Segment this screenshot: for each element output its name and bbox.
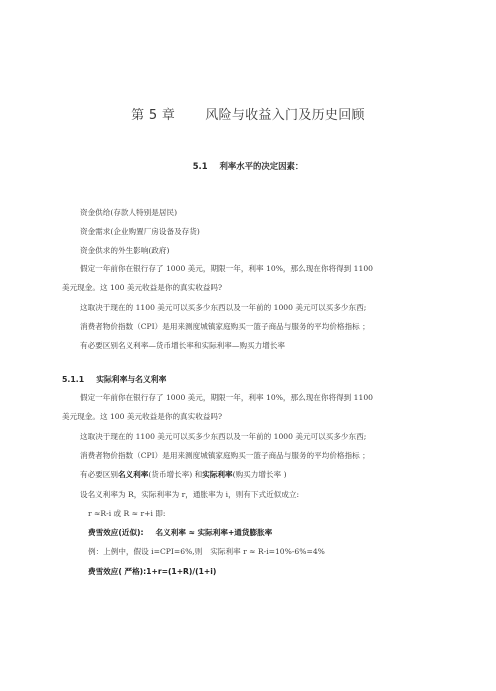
text-run: 例：上例中，假设 i=CPI=6%,则 <box>88 547 203 556</box>
section-number: 5.1 <box>192 161 208 171</box>
paragraph-line: 资金需求(企业购置厂房设备及存货) <box>80 227 200 236</box>
chapter-heading <box>0 108 496 124</box>
subsection-title: 实际利率与名义利率 <box>96 375 167 384</box>
chapter-number: 第 5 章 <box>131 108 176 123</box>
paragraph-line: 美元现金。这 100 美元收益是你的真实收益吗? <box>62 412 223 421</box>
paragraph-line: 消费者物价指数（CPI）是用来测度城镇家庭购买一篮子商品与服务的平均价格指标 ； <box>80 451 370 460</box>
paragraph-line <box>80 470 287 480</box>
fisher-exact-formula: 费雪效应( 严格):1+r=(1+R)/(1+i) <box>88 567 217 576</box>
fisher-approx-label: 费雪效应(近似): <box>88 528 144 537</box>
text-run: (购买力增长率 ) <box>232 470 287 479</box>
paragraph-line: 设名义利率为 R，实际利率为 r，通胀率为 i，则有下式近似成立: <box>80 490 300 499</box>
term-real-rate: 实际利率 <box>202 470 233 479</box>
paragraph-line: 这取决于现在的 1100 美元可以买多少东西以及一年前的 1000 美元可以买多少东西; <box>80 432 367 441</box>
fisher-approx-line <box>88 528 272 538</box>
term-nominal-rate: 名义利率 <box>117 470 149 479</box>
paragraph-line: 假定一年前你在银行存了 1000 美元，期限一年，利率 10%，那么现在你将得到 1100 <box>80 393 373 402</box>
paragraph-line: 美元现金。这 100 美元收益是你的真实收益吗? <box>62 283 223 292</box>
fisher-exact-line <box>88 567 216 577</box>
subsection-number: 5.1.1 <box>62 375 85 384</box>
section-heading <box>0 160 496 172</box>
paragraph-line: 假定一年前你在银行存了 1000 美元，期限一年，利率 10%，那么现在你将得到 1100 <box>80 264 373 273</box>
formula-line: r ≈R-i 或 R ≈ r+i 即: <box>88 509 166 518</box>
paragraph-line: 资金供给(存款人特别是居民) <box>80 208 178 217</box>
example-line <box>88 547 325 557</box>
chapter-title: 风险与收益入门及历史回顾 <box>205 108 365 123</box>
fisher-approx-formula: 名义利率 ≈ 实际利率+通货膨胀率 <box>155 528 273 537</box>
subsection-heading <box>62 374 166 385</box>
paragraph-line: 有必要区别名义利率—货币增长率和实际利率—购买力增长率 <box>80 341 286 350</box>
paragraph-line: 消费者物价指数（CPI）是用来测度城镇家庭购买一篮子商品与服务的平均价格指标 ； <box>80 322 370 331</box>
text-run: 有必要区别 <box>80 470 118 479</box>
paragraph-line: 资金供求的外生影响(政府) <box>80 246 170 255</box>
paragraph-line: 这取决于现在的 1100 美元可以买多少东西以及一年前的 1000 美元可以买多少东西; <box>80 303 367 312</box>
text-run: (货币增长率) 和 <box>148 470 203 479</box>
section-title: 利率水平的决定因素： <box>219 161 304 171</box>
text-run: 实际利率 r ≈ R-i=10%-6%=4% <box>210 547 325 556</box>
